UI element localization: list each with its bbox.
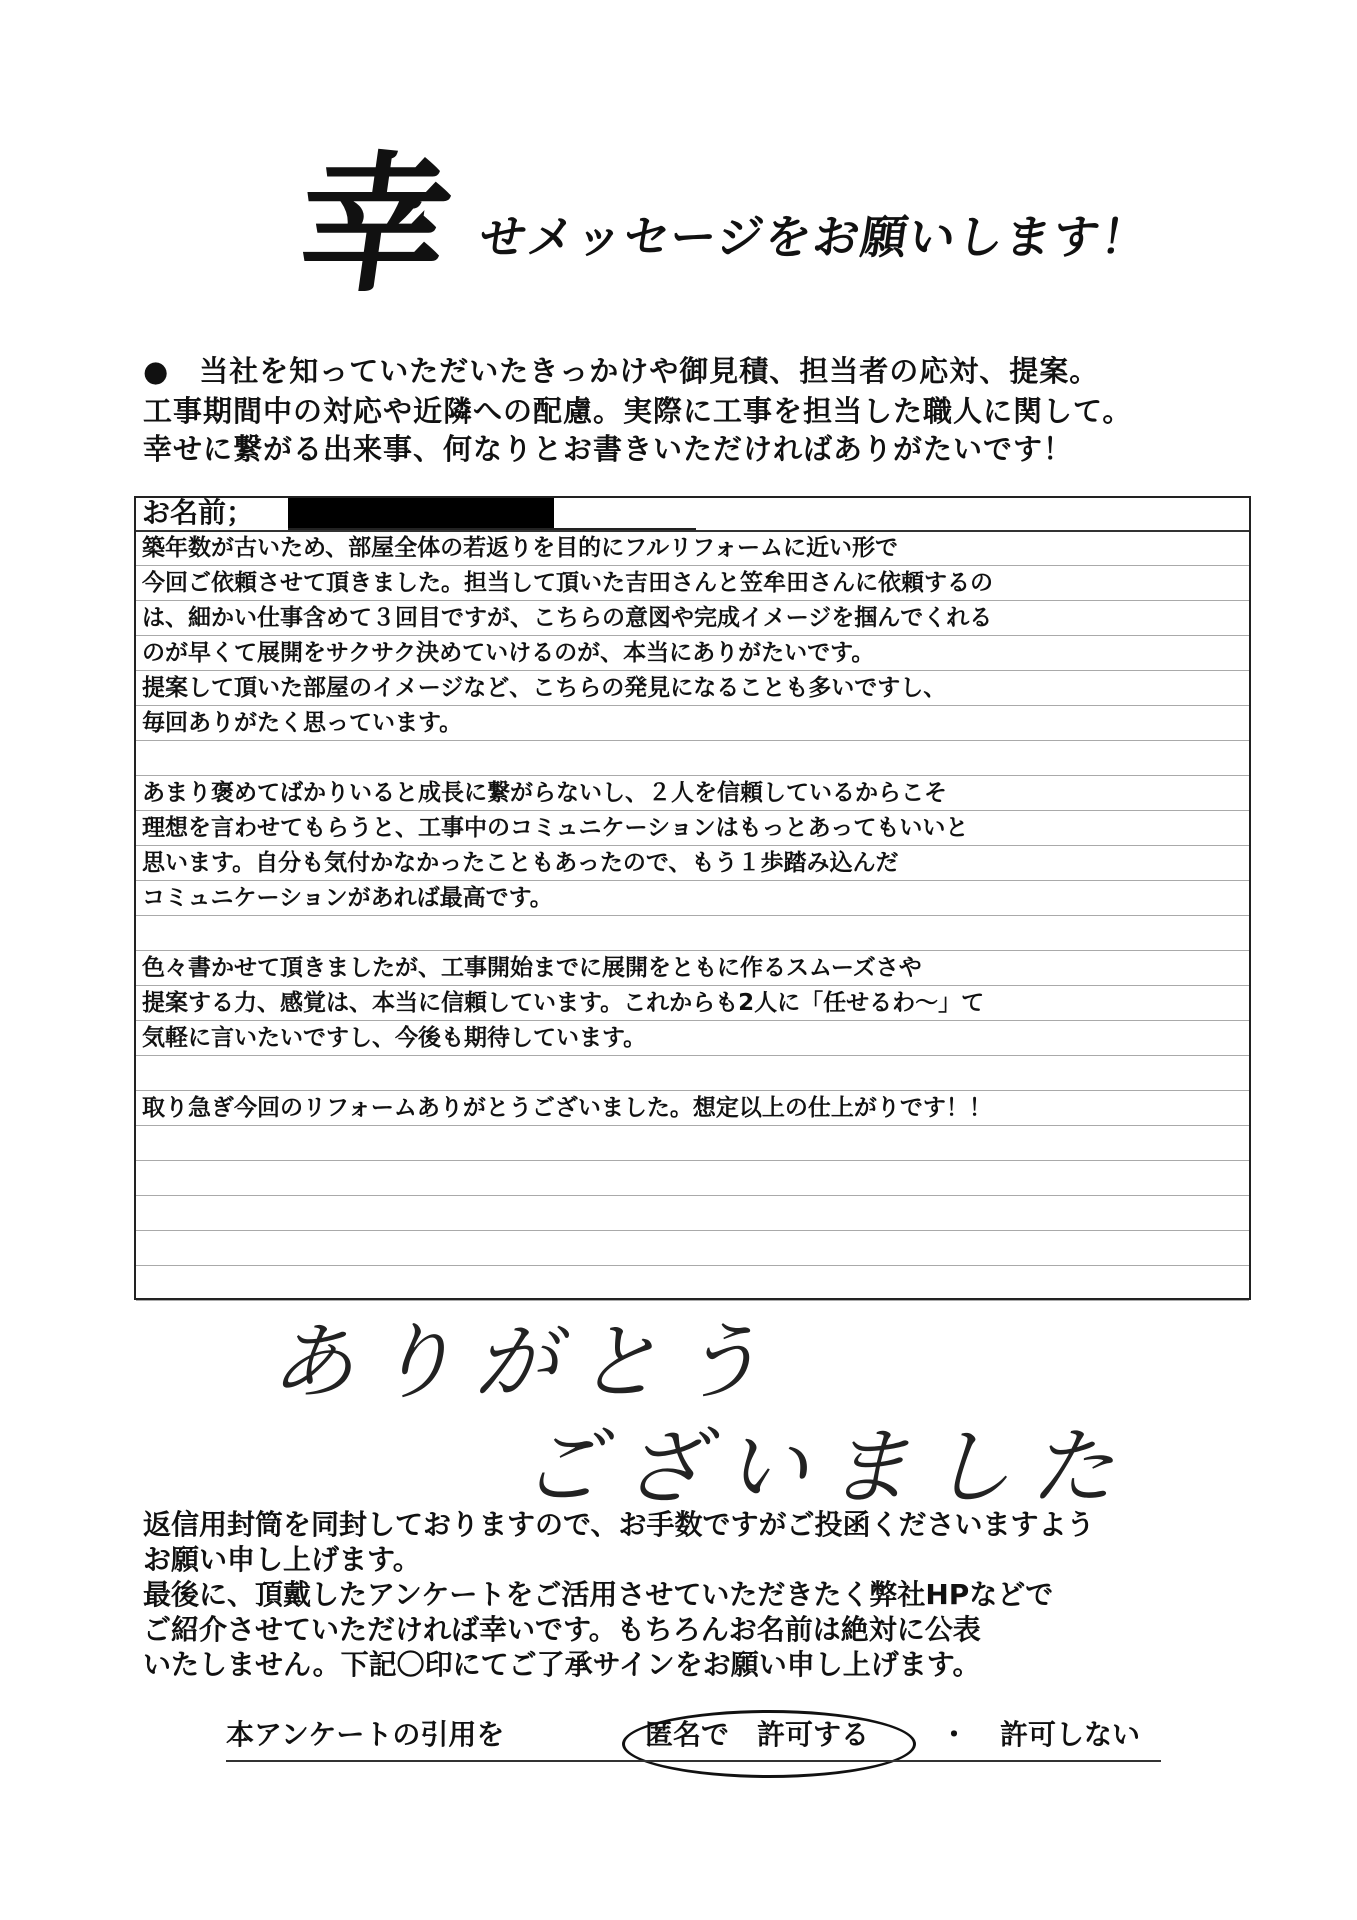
message-line: 思います。自分も気付かなかったこともあったので、もう１歩踏み込んだ bbox=[136, 846, 1249, 881]
title-kanji: 幸 bbox=[287, 137, 463, 313]
message-form bbox=[134, 496, 1251, 1300]
message-line bbox=[136, 1266, 1249, 1301]
intro-line: ● 当社を知っていただいたきっかけや御見積、担当者の応対、提案。 bbox=[143, 354, 1100, 388]
intro-line: 工事期間中の対応や近隣への配慮。実際に工事を担当した職人に関して。 bbox=[143, 394, 1133, 428]
intro-line: 幸せに繋がる出来事、何なりとお書きいただければありがたいです！ bbox=[143, 432, 1074, 466]
name-row bbox=[136, 498, 1249, 532]
outro-line: いたしません。下記〇印にてご了承サインをお願い申し上げます。 bbox=[143, 1648, 981, 1681]
message-line bbox=[136, 1196, 1249, 1231]
message-line: 提案する力、感覚は、本当に信頼しています。これからも2人に「任せるわ～」て bbox=[136, 986, 1249, 1021]
message-line: 築年数が古いため、部屋全体の若返りを目的にフルリフォームに近い形で bbox=[136, 531, 1249, 566]
message-line bbox=[136, 1126, 1249, 1161]
outro-line: お願い申し上げます。 bbox=[143, 1543, 421, 1576]
message-line: あまり褒めてばかりいると成長に繋がらないし、２人を信頼しているからこそ bbox=[136, 776, 1249, 811]
outro-line: 最後に、頂戴したアンケートをご活用させていただきたく弊社HPなどで bbox=[143, 1578, 1054, 1611]
message-line: コミュニケーションがあれば最高です。 bbox=[136, 881, 1249, 916]
consent-label: 本アンケートの引用を bbox=[226, 1718, 505, 1751]
outro-line: 返信用封筒を同封しておりますので、お手数ですがご投函くださいますよう bbox=[143, 1508, 1095, 1541]
name-underline bbox=[288, 528, 696, 530]
name-label: お名前； bbox=[142, 496, 255, 529]
message-body bbox=[136, 531, 1249, 1301]
consent-option-anonymous[interactable]: 匿名で 許可する bbox=[645, 1718, 870, 1751]
message-line: 提案して頂いた部屋のイメージなど、こちらの発見になることも多いですし、 bbox=[136, 671, 1249, 706]
message-line: は、細かい仕事含めて３回目ですが、こちらの意図や完成イメージを掴んでくれる bbox=[136, 601, 1249, 636]
message-line bbox=[136, 1231, 1249, 1266]
message-line: 色々書かせて頂きましたが、工事開始までに展開をともに作るスムーズさや bbox=[136, 951, 1249, 986]
message-line bbox=[136, 1056, 1249, 1091]
consent-underline bbox=[226, 1760, 1161, 1762]
message-line bbox=[136, 741, 1249, 776]
thanks-handwritten-line-2: ございました bbox=[520, 1418, 1133, 1516]
outro-line: ご紹介させていただければ幸いです。もちろんお名前は絶対に公表 bbox=[143, 1613, 981, 1646]
thanks-handwritten-line-1: ありがとう bbox=[270, 1313, 781, 1411]
message-line: 気軽に言いたいですし、今後も期待しています。 bbox=[136, 1021, 1249, 1056]
message-line: のが早くて展開をサクサク決めていけるのが、本当にありがたいです。 bbox=[136, 636, 1249, 671]
message-line bbox=[136, 1161, 1249, 1196]
message-line bbox=[136, 916, 1249, 951]
message-line: 毎回ありがたく思っています。 bbox=[136, 706, 1249, 741]
consent-separator: ・ bbox=[940, 1718, 969, 1751]
message-line: 取り急ぎ今回のリフォームありがとうございました。想定以上の仕上がりです！！ bbox=[136, 1091, 1249, 1126]
consent-option-deny[interactable]: 許可しない bbox=[1000, 1718, 1141, 1751]
message-line: 理想を言わせてもらうと、工事中のコミュニケーションはもっとあってもいいと bbox=[136, 811, 1249, 846]
message-line: 今回ご依頼させて頂きました。担当して頂いた吉田さんと笠牟田さんに依頼するの bbox=[136, 566, 1249, 601]
redacted-name bbox=[288, 498, 554, 528]
page-title: せメッセージをお願いします！ bbox=[476, 210, 1154, 264]
